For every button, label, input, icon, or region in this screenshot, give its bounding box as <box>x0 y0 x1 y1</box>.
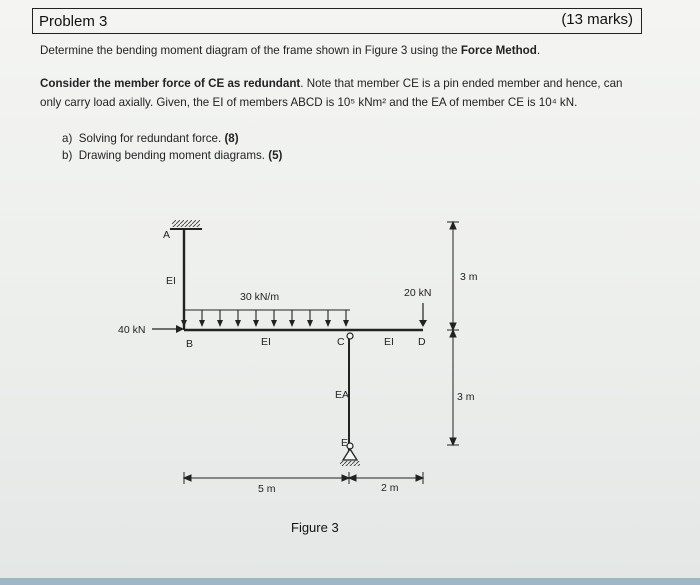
ei-label-ab: EI <box>166 275 176 287</box>
problem-title: Problem 3 <box>39 13 108 30</box>
node-label-c: C <box>337 336 345 348</box>
problem-marks: (13 marks) <box>561 11 633 28</box>
ei-label-cd: EI <box>384 336 394 348</box>
task-marks: (5) <box>268 149 283 162</box>
pin-c <box>347 333 353 339</box>
task-label: a) <box>62 132 73 145</box>
point-load-label: 20 kN <box>404 287 432 299</box>
ea-label-ce: EA <box>335 389 350 401</box>
intro-end: . <box>536 44 541 57</box>
dim-label-bottom: 3 m <box>457 391 475 403</box>
dim-label-top: 3 m <box>460 271 478 283</box>
node-label-b: B <box>186 338 194 350</box>
horizontal-load-arrow <box>152 325 184 333</box>
dim-label-bc: 5 m <box>258 483 276 495</box>
ei-label-bc: EI <box>261 336 271 348</box>
redundant-line1: . Note that member CE is a pin ended member and hence, can <box>300 77 623 90</box>
figure-caption: Figure 3 <box>291 520 339 535</box>
udl-arrowheads <box>181 320 349 327</box>
task-text: Drawing bending moment diagrams. <box>78 149 266 162</box>
node-label-a: A <box>163 229 171 241</box>
task-marks: (8) <box>224 132 239 145</box>
vertical-dimensions <box>447 222 459 445</box>
point-load-arrow-d <box>419 303 427 327</box>
intro-bold: Force Method <box>460 44 537 57</box>
udl-label: 30 kN/m <box>240 291 280 303</box>
redundant-bold: Consider the member force of CE as redundant <box>40 77 301 90</box>
task-text: Solving for redundant force. <box>78 132 222 145</box>
dim-label-cd: 2 m <box>381 482 399 494</box>
udl-load <box>184 310 350 320</box>
node-label-e: E <box>341 437 349 449</box>
horizontal-load-label: 40 kN <box>118 324 146 336</box>
intro-text: Determine the bending moment diagram of the frame shown in Figure 3 using the <box>40 44 461 57</box>
task-label: b) <box>62 149 73 162</box>
redundant-line2: only carry load axially. Given, the EI of members ABCD is 10⁵ kNm² and the EA of member CE is 10⁴ kN. <box>40 96 578 109</box>
fixed-support-a <box>170 220 202 229</box>
node-label-d: D <box>418 336 426 348</box>
